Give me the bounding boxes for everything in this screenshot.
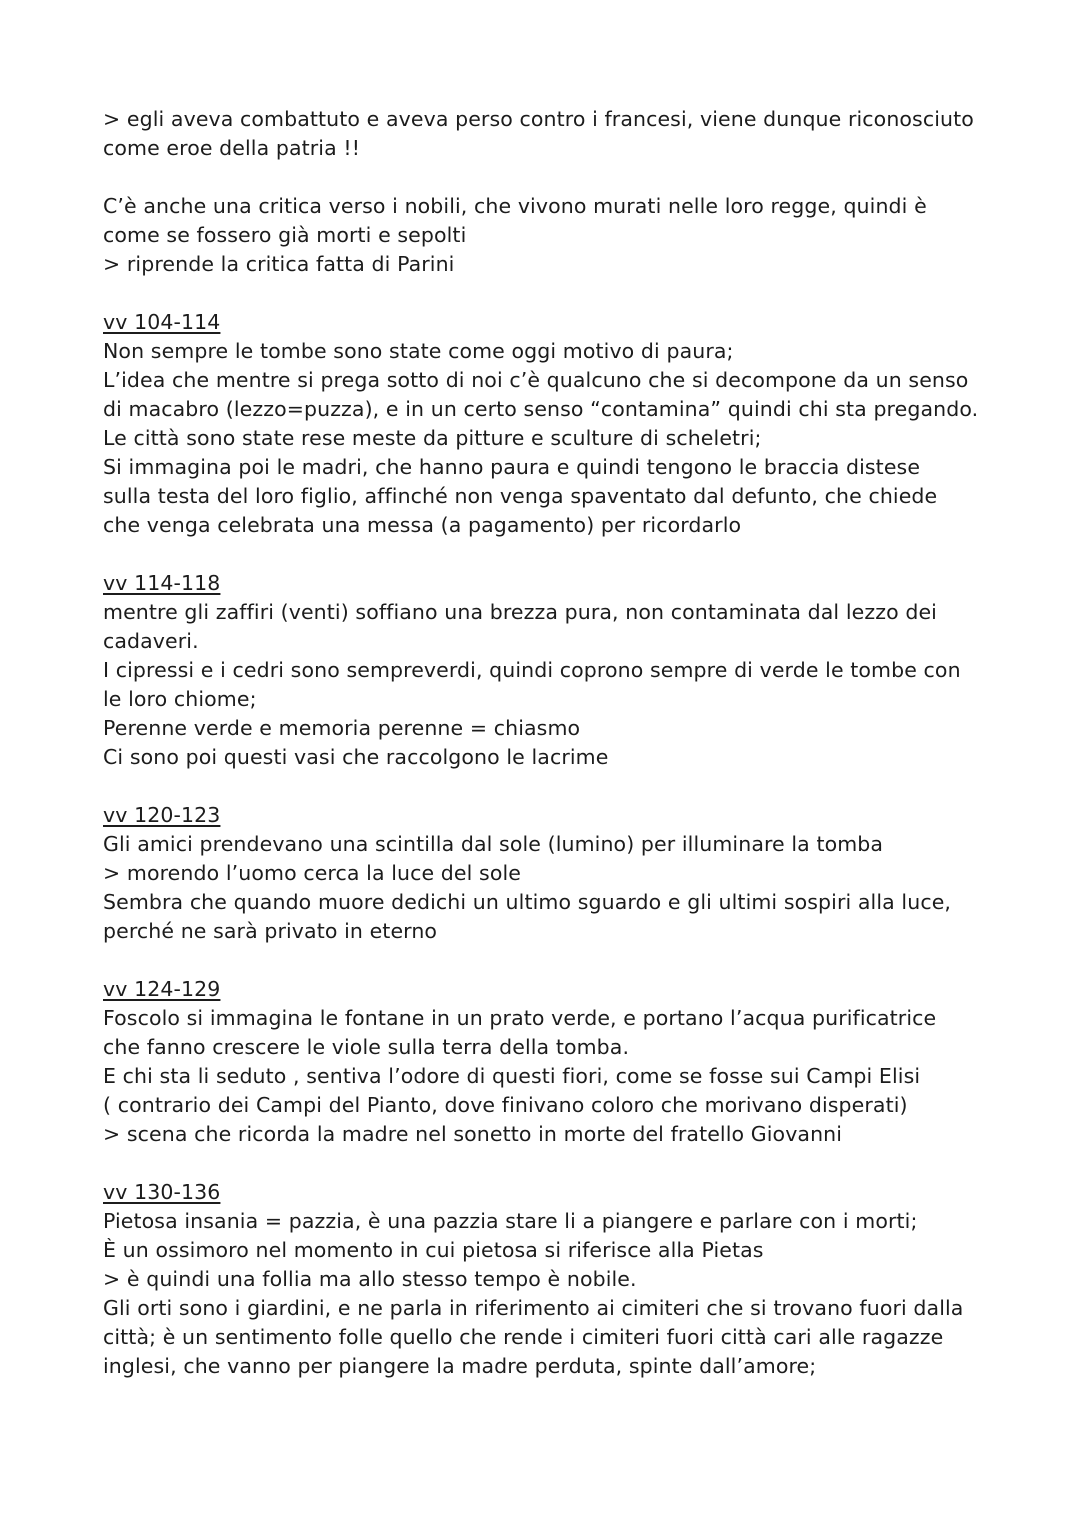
section-heading: vv 124-129 [103, 977, 221, 1001]
section-heading: vv 104-114 [103, 310, 221, 334]
text-line: > morendo l’uomo cerca la luce del sole [103, 861, 521, 885]
text-line: come se fossero già morti e sepolti [103, 223, 467, 247]
section-vv-130-136 [103, 1178, 1003, 1381]
text-line: inglesi, che vanno per piangere la madre perduta, spinte dall’amore; [103, 1354, 817, 1378]
paragraph-gap [103, 163, 1003, 192]
text-line: le loro chiome; [103, 687, 257, 711]
text-line: C’è anche una critica verso i nobili, che vivono murati nelle loro regge, quindi è [103, 194, 927, 218]
text-line: ( contrario dei Campi del Pianto, dove finivano coloro che morivano disperati) [103, 1093, 908, 1117]
text-line: come eroe della patria !! [103, 136, 361, 160]
section-vv-120-123 [103, 801, 1003, 946]
text-line: > riprende la critica fatta di Parini [103, 252, 455, 276]
notes-page [103, 105, 1003, 1381]
text-line: Non sempre le tombe sono state come oggi motivo di paura; [103, 339, 734, 363]
paragraph-gap [103, 1149, 1003, 1178]
paragraph-gap [103, 772, 1003, 801]
intro-block [103, 105, 1003, 163]
text-line: È un ossimoro nel momento in cui pietosa si riferisce alla Pietas [103, 1238, 764, 1262]
text-line: che venga celebrata una messa (a pagamento) per ricordarlo [103, 513, 742, 537]
paragraph-gap [103, 540, 1003, 569]
text-line: I cipressi e i cedri sono sempreverdi, quindi coprono sempre di verde le tombe con [103, 658, 961, 682]
text-line: che fanno crescere le viole sulla terra della tomba. [103, 1035, 630, 1059]
section-heading: vv 120-123 [103, 803, 221, 827]
text-line: Foscolo si immagina le fontane in un prato verde, e portano l’acqua purificatrice [103, 1006, 937, 1030]
text-line: > scena che ricorda la madre nel sonetto in morte del fratello Giovanni [103, 1122, 843, 1146]
text-line: > egli aveva combattuto e aveva perso contro i francesi, viene dunque riconosciuto [103, 107, 974, 131]
paragraph-gap [103, 946, 1003, 975]
text-line: Pietosa insania = pazzia, è una pazzia stare li a piangere e parlare con i morti; [103, 1209, 918, 1233]
section-vv-124-129 [103, 975, 1003, 1149]
text-line: > è quindi una follia ma allo stesso tempo è nobile. [103, 1267, 637, 1291]
text-line: Sembra che quando muore dedichi un ultimo sguardo e gli ultimi sospiri alla luce, [103, 890, 952, 914]
text-line: sulla testa del loro figlio, affinché non venga spaventato dal defunto, che chiede [103, 484, 938, 508]
text-line: E chi sta li seduto , sentiva l’odore di questi fiori, come se fosse sui Campi Elisi [103, 1064, 921, 1088]
text-line: Ci sono poi questi vasi che raccolgono le lacrime [103, 745, 609, 769]
text-line: Gli orti sono i giardini, e ne parla in riferimento ai cimiteri che si trovano fuori dalla [103, 1296, 964, 1320]
critica-block [103, 192, 1003, 279]
text-line: perché ne sarà privato in eterno [103, 919, 438, 943]
section-vv-104-114 [103, 308, 1003, 540]
text-line: mentre gli zaffiri (venti) soffiano una brezza pura, non contaminata dal lezzo dei [103, 600, 937, 624]
text-line: L’idea che mentre si prega sotto di noi c’è qualcuno che si decompone da un senso [103, 368, 969, 392]
text-line: città; è un sentimento folle quello che rende i cimiteri fuori città cari alle ragazze [103, 1325, 944, 1349]
section-vv-114-118 [103, 569, 1003, 772]
text-line: Perenne verde e memoria perenne = chiasmo [103, 716, 581, 740]
text-line: cadaveri. [103, 629, 199, 653]
section-heading: vv 114-118 [103, 571, 221, 595]
text-line: Si immagina poi le madri, che hanno paura e quindi tengono le braccia distese [103, 455, 921, 479]
text-line: Gli amici prendevano una scintilla dal sole (lumino) per illuminare la tomba [103, 832, 884, 856]
text-line: Le città sono state rese meste da pitture e sculture di scheletri; [103, 426, 762, 450]
text-line: di macabro (lezzo=puzza), e in un certo senso “contamina” quindi chi sta pregando. [103, 397, 979, 421]
section-heading: vv 130-136 [103, 1180, 221, 1204]
paragraph-gap [103, 279, 1003, 308]
